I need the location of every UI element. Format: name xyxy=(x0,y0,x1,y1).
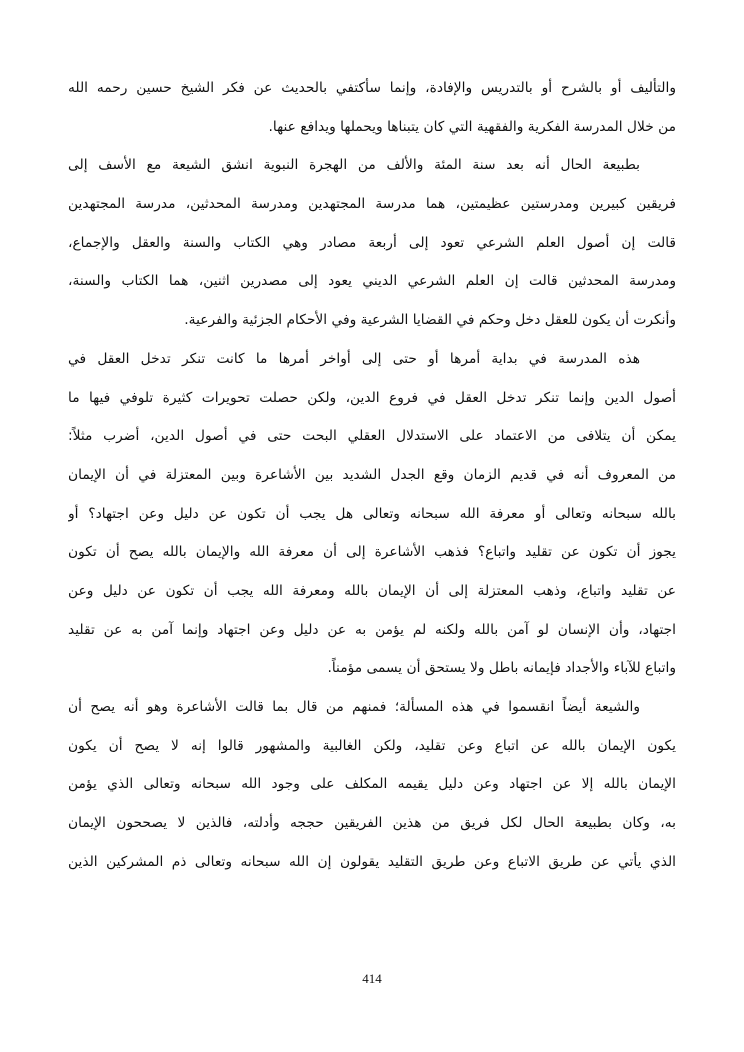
text-line: والتأليف أو بالشرح أو بالتدريس والإفادة، وإنما سأكتفي بالحديث عن فكر الشيخ حسين رحمه الله xyxy=(68,80,676,96)
page-number: 414 xyxy=(362,971,382,986)
text-line: واتباع للآباء والأجداد فإيمانه باطل ولا يستحق أن يسمى مؤمناً. xyxy=(327,660,676,677)
text-line: أصول الدين وإنما تنكر تدخل العقل في فروع الدين، ولكن حصلت تحويرات كثيرة تلوفي فيها ما xyxy=(68,389,676,406)
text-line: والشيعة أيضاً انقسموا في هذه المسألة؛ فمنهم من قال بما قالت الأشاعرة وهو أنه يصح أن xyxy=(68,699,640,715)
text-line: اجتهاد، وأن الإنسان لو آمن بالله ولكنه لم يؤمن به عن دليل وعن اجتهاد وإنما آمن به عن تقليد xyxy=(68,621,676,638)
text-line: يجوز أن تكون عن تقليد واتباع؟ فذهب الأشاعرة إلى أن معرفة الله والإيمان بالله يصح أن تكون xyxy=(68,544,676,561)
text-line: يكون الإيمان بالله عن اتباع وعن تقليد، ولكن الغالبية والمشهور قالوا إنه لا يصح أن يكون xyxy=(68,737,676,754)
text-line: قالت إن أصول العلم الشرعي تعود إلى أربعة مصادر وهي الكتاب والسنة والعقل والإجماع، xyxy=(68,234,676,251)
text-line: هذه المدرسة في بداية أمرها أو حتى إلى أواخر أمرها ما كانت تنكر تدخل العقل في xyxy=(68,350,640,367)
text-line: عن تقليد واتباع، وذهب المعتزلة إلى أن الإيمان بالله ومعرفة الله يجب أن تكون عن دليل وعن xyxy=(68,582,676,599)
text-line: ومدرسة المحدثين قالت إن العلم الشرعي الديني يعود إلى مصدرين اثنين، هما الكتاب والسنة، xyxy=(68,273,676,290)
text-line: يمكن أن يتلافى من الاعتماد على الاستدلال العقلي البحت حتى في أصول الدين، أضرب مثلاً: xyxy=(68,428,676,445)
text-line: من المعروف أنه في قديم الزمان وقع الجدل الشديد بين الأشاعرة وبين المعتزلة في أن الإيمان xyxy=(68,466,676,483)
text-line: به، وكان بطبيعة الحال لكل فريق من هذين الفريقين حججه وأدلته، فالذين لا يصححون الإيمان xyxy=(68,815,676,832)
body-text xyxy=(68,69,676,881)
text-line: بطبيعة الحال أنه بعد سنة المئة والألف من الهجرة النبوية انشق الشيعة مع الأسف إلى xyxy=(68,157,640,174)
text-line: فريقين كبيرين ومدرستين عظيمتين، هما مدرسة المجتهدين ومدرسة المحدثين، مدرسة المجتهدين xyxy=(68,196,676,213)
text-line: من خلال المدرسة الفكرية والفقهية التي كان يتبناها ويحملها ويدافع عنها. xyxy=(268,118,676,135)
text-line: وأنكرت أن يكون للعقل دخل وحكم في القضايا الشرعية وفي الأحكام الجزئية والفرعية. xyxy=(184,312,676,329)
text-line: الإيمان بالله إلا عن اجتهاد وعن دليل يقيمه المكلف على وجود الله سبحانه وتعالى الذي يؤمن xyxy=(68,776,676,793)
text-line: الذي يأتي عن طريق الاتباع وعن طريق التقليد يقولون إن الله سبحانه وتعالى ذم المشركين الذين xyxy=(68,853,676,870)
text-line: بالله سبحانه وتعالى أو معرفة الله سبحانه وتعالى هل يجب أن تكون عن دليل وعن اجتهاد؟ أو xyxy=(68,505,676,522)
